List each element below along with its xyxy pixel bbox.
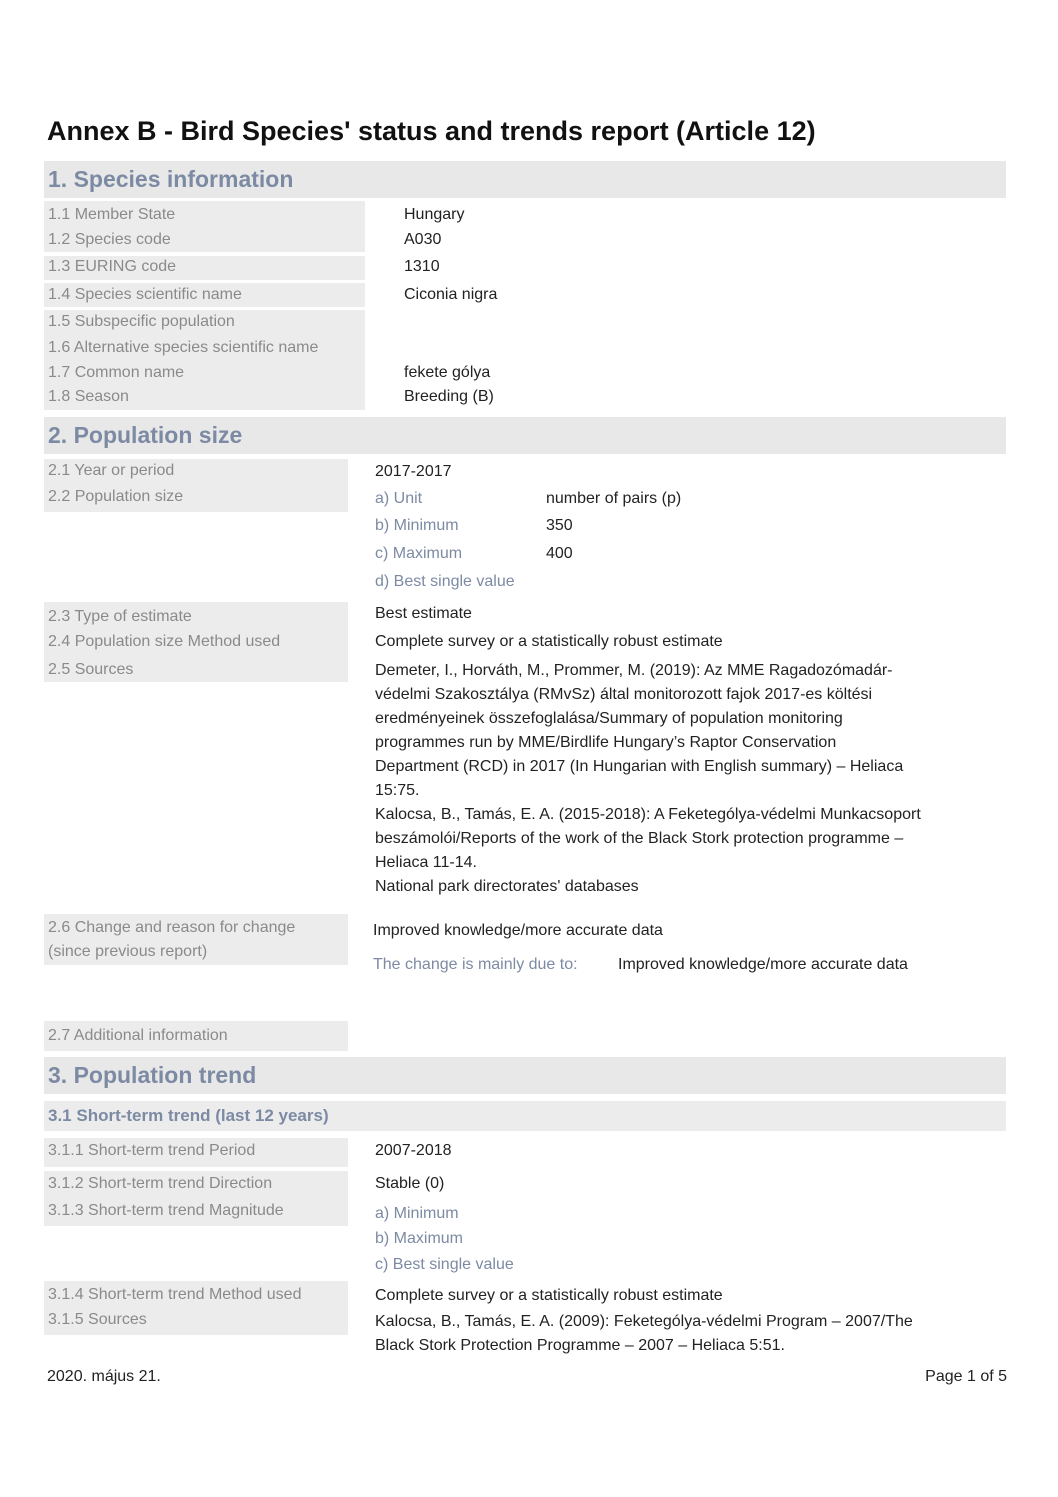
source-line: Kalocsa, B., Tamás, E. A. (2015-2018): A Feketególya-védelmi Munkacsoport xyxy=(375,806,921,823)
label-population-size: 2.2 Population size xyxy=(48,488,184,505)
source-line: Black Stork Protection Programme – 2007 – Heliaca 5:51. xyxy=(375,1337,785,1354)
label-trend-period: 3.1.1 Short-term trend Period xyxy=(48,1142,256,1159)
source-line: eredményeinek összefoglalása/Summary of population monitoring xyxy=(375,710,843,727)
section-heading-population-trend: 3. Population trend xyxy=(44,1057,1006,1094)
document-title: Annex B - Bird Species' status and trends report (Article 12) xyxy=(47,116,816,146)
label-scientific-name: 1.4 Species scientific name xyxy=(48,286,242,303)
label-year-or-period: 2.1 Year or period xyxy=(48,462,175,479)
source-line: programmes run by MME/Birdlife Hungary’s Raptor Conservation xyxy=(375,734,837,751)
label-best-single-value: d) Best single value xyxy=(375,573,515,590)
value-euring-code: 1310 xyxy=(404,258,440,275)
value-unit: number of pairs (p) xyxy=(546,490,682,507)
label-sources: 2.5 Sources xyxy=(48,661,134,678)
label-type-of-estimate: 2.3 Type of estimate xyxy=(48,608,192,625)
label-alternative-name: 1.6 Alternative species scientific name xyxy=(48,339,319,356)
value-trend-period: 2007-2018 xyxy=(375,1142,452,1159)
source-line: Heliaca 11-14. xyxy=(375,854,477,871)
section-heading-population-size: 2. Population size xyxy=(44,417,1006,454)
subsection-heading-short-term-trend: 3.1 Short-term trend (last 12 years) xyxy=(44,1101,1006,1131)
source-line: National park directorates' databases xyxy=(375,878,639,895)
label-trend-sources: 3.1.5 Sources xyxy=(48,1311,147,1328)
value-change: Improved knowledge/more accurate data xyxy=(373,922,663,939)
value-method-used: Complete survey or a statistically robust estimate xyxy=(375,633,723,650)
value-common-name: fekete gólya xyxy=(404,364,491,381)
label-common-name: 1.7 Common name xyxy=(48,364,185,381)
label-euring-code: 1.3 EURING code xyxy=(48,258,177,275)
value-species-code: A030 xyxy=(404,231,442,248)
label-minimum: b) Minimum xyxy=(375,517,459,534)
value-year-or-period: 2017-2017 xyxy=(375,463,452,480)
value-minimum: 350 xyxy=(546,517,573,534)
source-line: Kalocsa, B., Tamás, E. A. (2009): Feketególya-védelmi Program – 2007/The xyxy=(375,1313,913,1330)
value-type-of-estimate: Best estimate xyxy=(375,605,472,622)
label-magnitude-minimum: a) Minimum xyxy=(375,1205,459,1222)
source-line: védelmi Szakosztálya (RMvSz) által monitorozott fajok 2017-es költési xyxy=(375,686,873,703)
label-change-due: The change is mainly due to: xyxy=(373,956,578,973)
label-season: 1.8 Season xyxy=(48,388,129,405)
value-season: Breeding (B) xyxy=(404,388,494,405)
value-trend-direction: Stable (0) xyxy=(375,1175,445,1192)
footer-page-number: Page 1 of 5 xyxy=(925,1368,1007,1385)
label-magnitude-best: c) Best single value xyxy=(375,1256,514,1273)
value-scientific-name: Ciconia nigra xyxy=(404,286,498,303)
label-additional-information: 2.7 Additional information xyxy=(48,1027,228,1044)
label-trend-method: 3.1.4 Short-term trend Method used xyxy=(48,1286,302,1303)
sources-text xyxy=(375,659,995,899)
label-change-reason: 2.6 Change and reason for change xyxy=(48,919,296,936)
label-trend-magnitude: 3.1.3 Short-term trend Magnitude xyxy=(48,1202,284,1219)
source-line: Department (RCD) in 2017 (In Hungarian with English summary) – Heliaca xyxy=(375,758,904,775)
source-line: Demeter, I., Horváth, M., Prommer, M. (2019): Az MME Ragadozómadár- xyxy=(375,662,893,679)
label-change-since: (since previous report) xyxy=(48,943,208,960)
value-change-due: Improved knowledge/more accurate data xyxy=(618,956,908,973)
value-maximum: 400 xyxy=(546,545,573,562)
label-subspecific-population: 1.5 Subspecific population xyxy=(48,313,235,330)
section-heading-species-information: 1. Species information xyxy=(44,161,1006,198)
label-member-state: 1.1 Member State xyxy=(48,206,176,223)
label-species-code: 1.2 Species code xyxy=(48,231,171,248)
value-trend-method: Complete survey or a statistically robust estimate xyxy=(375,1287,723,1304)
label-method-used: 2.4 Population size Method used xyxy=(48,633,281,650)
footer-date: 2020. május 21. xyxy=(47,1368,161,1385)
trend-sources-text xyxy=(375,1310,995,1358)
label-magnitude-maximum: b) Maximum xyxy=(375,1230,464,1247)
label-trend-direction: 3.1.2 Short-term trend Direction xyxy=(48,1175,273,1192)
value-member-state: Hungary xyxy=(404,206,465,223)
source-line: 15:75. xyxy=(375,782,420,799)
label-unit: a) Unit xyxy=(375,490,423,507)
label-maximum: c) Maximum xyxy=(375,545,463,562)
source-line: beszámolói/Reports of the work of the Black Stork protection programme – xyxy=(375,830,904,847)
